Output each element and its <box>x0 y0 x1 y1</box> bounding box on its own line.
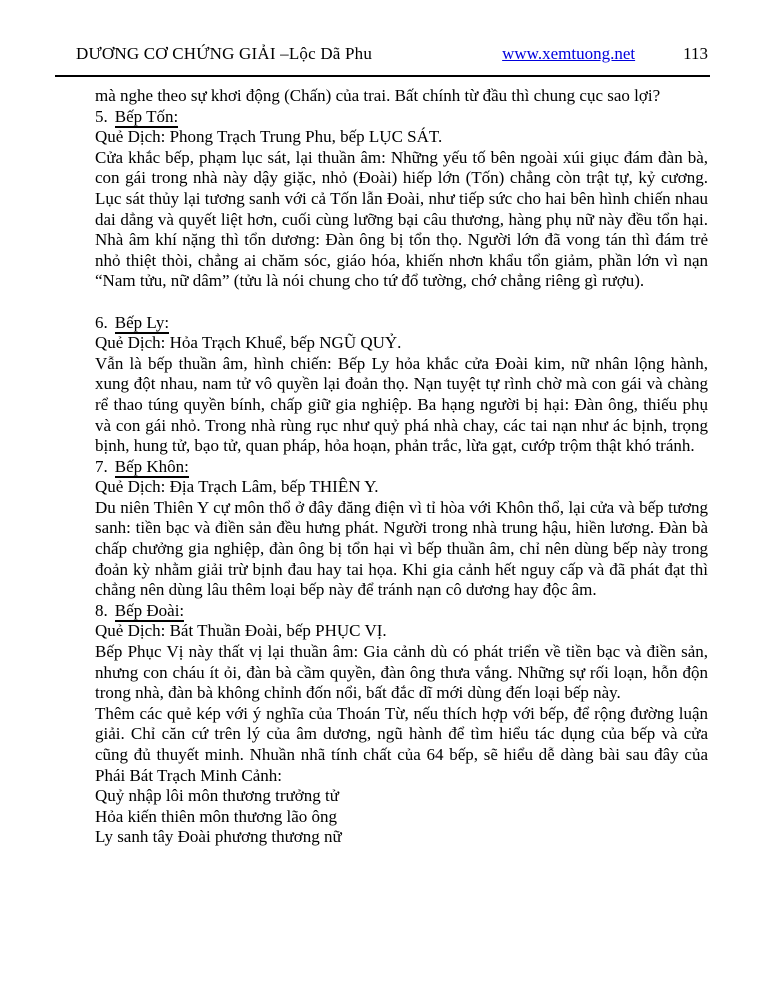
section-5-number: 5. <box>95 106 108 126</box>
section-7-que-line: Quẻ Dịch: Địa Trạch Lâm, bếp THIÊN Y. <box>95 477 379 497</box>
header-divider <box>55 75 710 77</box>
section-6-title: Bếp Ly: <box>114 312 170 332</box>
poem-line-3: Ly sanh tây Đoài phương thương nữ <box>95 827 342 847</box>
section-6 <box>95 313 708 457</box>
section-5-title: Bếp Tốn: <box>114 106 179 126</box>
section-8-paragraph: Bếp Phục Vị này thất vị lại thuần âm: Gia cảnh dù có phát triển về tiền bạc và điền sản, nhưng con cháu ít ỏi, đàn bà cầm quyền, đàn ông thưa vắng. Những sự rối loạn, hỗn độn trong nhà, đàn bà không chỉnh đốn nổi, bất đắc dĩ mới dùng đến loại bếp này. <box>95 642 708 703</box>
document-title: DƯƠNG CƠ CHỨNG GIẢI –Lộc Dã Phu <box>76 44 373 63</box>
section-8-heading <box>95 601 708 622</box>
poem-block <box>95 786 708 848</box>
section-6-que-line: Quẻ Dịch: Hỏa Trạch Khuể, bếp NGŨ QUỶ. <box>95 333 402 353</box>
section-7-paragraph: Du niên Thiên Y cự môn thổ ở đây đăng điện vì tỉ hòa với Khôn thổ, lại cửa và bếp tương sanh: tiền bạc và điền sản đều hưng phát. Người trong nhà trung hậu, hiền lương. Đàn bà chấp chưởng gia nghiệp, đàn ông bị tổn hại vì bếp thuần âm, chỉ nên dùng bếp này trong đoản kỳ nhằm giải trừ bịnh đau hay tai họa. Khi gia cảnh hết nguy cấp và đã phát đạt thì chẳng nên dùng lâu thêm loại bếp này để tránh nạn cô dương hay độc âm. <box>95 497 708 600</box>
section-6-paragraph: Vẫn là bếp thuần âm, hình chiến: Bếp Ly hỏa khắc cửa Đoài kim, nữ nhân lộng hành, xung đột nhau, nam tử vô quyền lại đoản thọ. Nạn tuyệt tự rình chờ mà con gái và chàng rể thao túng quyền bính, chấp giữ gia nghiệp. Ba hạng người bị hại: Đàn ông, thiếu phụ và con gái nhỏ. Trong nhà rùng rục như quỷ phá nhà chay, các tai nạn như ác bịnh, trọng bịnh, hung tử, bạo tử, quan pháp, hỏa hoạn, phản trắc, lừa gạt, cướp trộm thật khó tránh. <box>95 353 708 456</box>
section-5-que-line: Quẻ Dịch: Phong Trạch Trung Phu, bếp LỤC SÁT. <box>95 127 443 147</box>
section-8-que-line: Quẻ Dịch: Bát Thuần Đoài, bếp PHỤC VỊ. <box>95 621 387 641</box>
page-number: 113 <box>683 44 708 63</box>
section-5 <box>95 107 708 292</box>
closing-paragraph: Thêm các quẻ kép với ý nghĩa của Thoán Từ, nếu thích hợp với bếp, để rộng đường luận giải. Chỉ căn cứ trên lý của âm dương, ngũ hành để tìm hiểu tác dụng của bếp và cửa cũng đủ thuyết minh. Nhuần nhã tính chất của 64 bếp, sẽ hiểu dễ dàng bài sau đây của Phái Bát Trạch Minh Cảnh: <box>95 703 708 785</box>
section-7-heading <box>95 457 708 478</box>
section-7-title: Bếp Khôn: <box>114 456 189 476</box>
section-6-heading <box>95 313 708 334</box>
section-7-number: 7. <box>95 456 108 476</box>
section-8-title: Bếp Đoài: <box>114 600 185 620</box>
section-5-paragraph: Cửa khắc bếp, phạm lục sát, lại thuần âm: Những yếu tố bên ngoài xúi giục đám đàn bà, con gái trong nhà này dậy giặc, nhỏ (Đoài) hiếp lớn (Tốn) chẳng còn trật tự, kỷ cương. Lục sát thủy lại tương sanh với cả Tốn lẫn Đoài, như tiếp sức cho hai bên hình chiến nhau dai dẳng và quyết liệt hơn, cuối cùng lưỡng bại câu thương, hàng phụ nữ này đều tổn hại. Nhà âm khí nặng thì tổn dương: Đàn ông bị tổn thọ. Người lớn đã vong tán thì đám trẻ nhỏ thiệt thòi, chẳng ai chăm sóc, giáo hóa, khiến nhơn khẩu tổn giảm, phần lớn vì nạn “Nam tửu, nữ dâm” (tửu là nói chung cho tứ đổ tường, chớ chẳng riêng gì rượu). <box>95 147 708 291</box>
section-8 <box>95 601 708 704</box>
page-header <box>0 0 765 64</box>
poem-line-1: Quỷ nhập lôi môn thương trưởng tử <box>95 786 339 806</box>
document-body <box>95 86 708 848</box>
section-8-number: 8. <box>95 600 108 620</box>
intro-paragraph: mà nghe theo sự khơi động (Chấn) của trai. Bất chính từ đầu thì chung cục sao lợi? <box>95 86 661 105</box>
section-6-number: 6. <box>95 312 108 332</box>
poem-line-2: Hỏa kiến thiên môn thương lão ông <box>95 806 338 826</box>
section-7 <box>95 457 708 601</box>
website-link[interactable]: www.xemtuong.net <box>502 44 636 63</box>
section-5-heading <box>95 107 708 128</box>
